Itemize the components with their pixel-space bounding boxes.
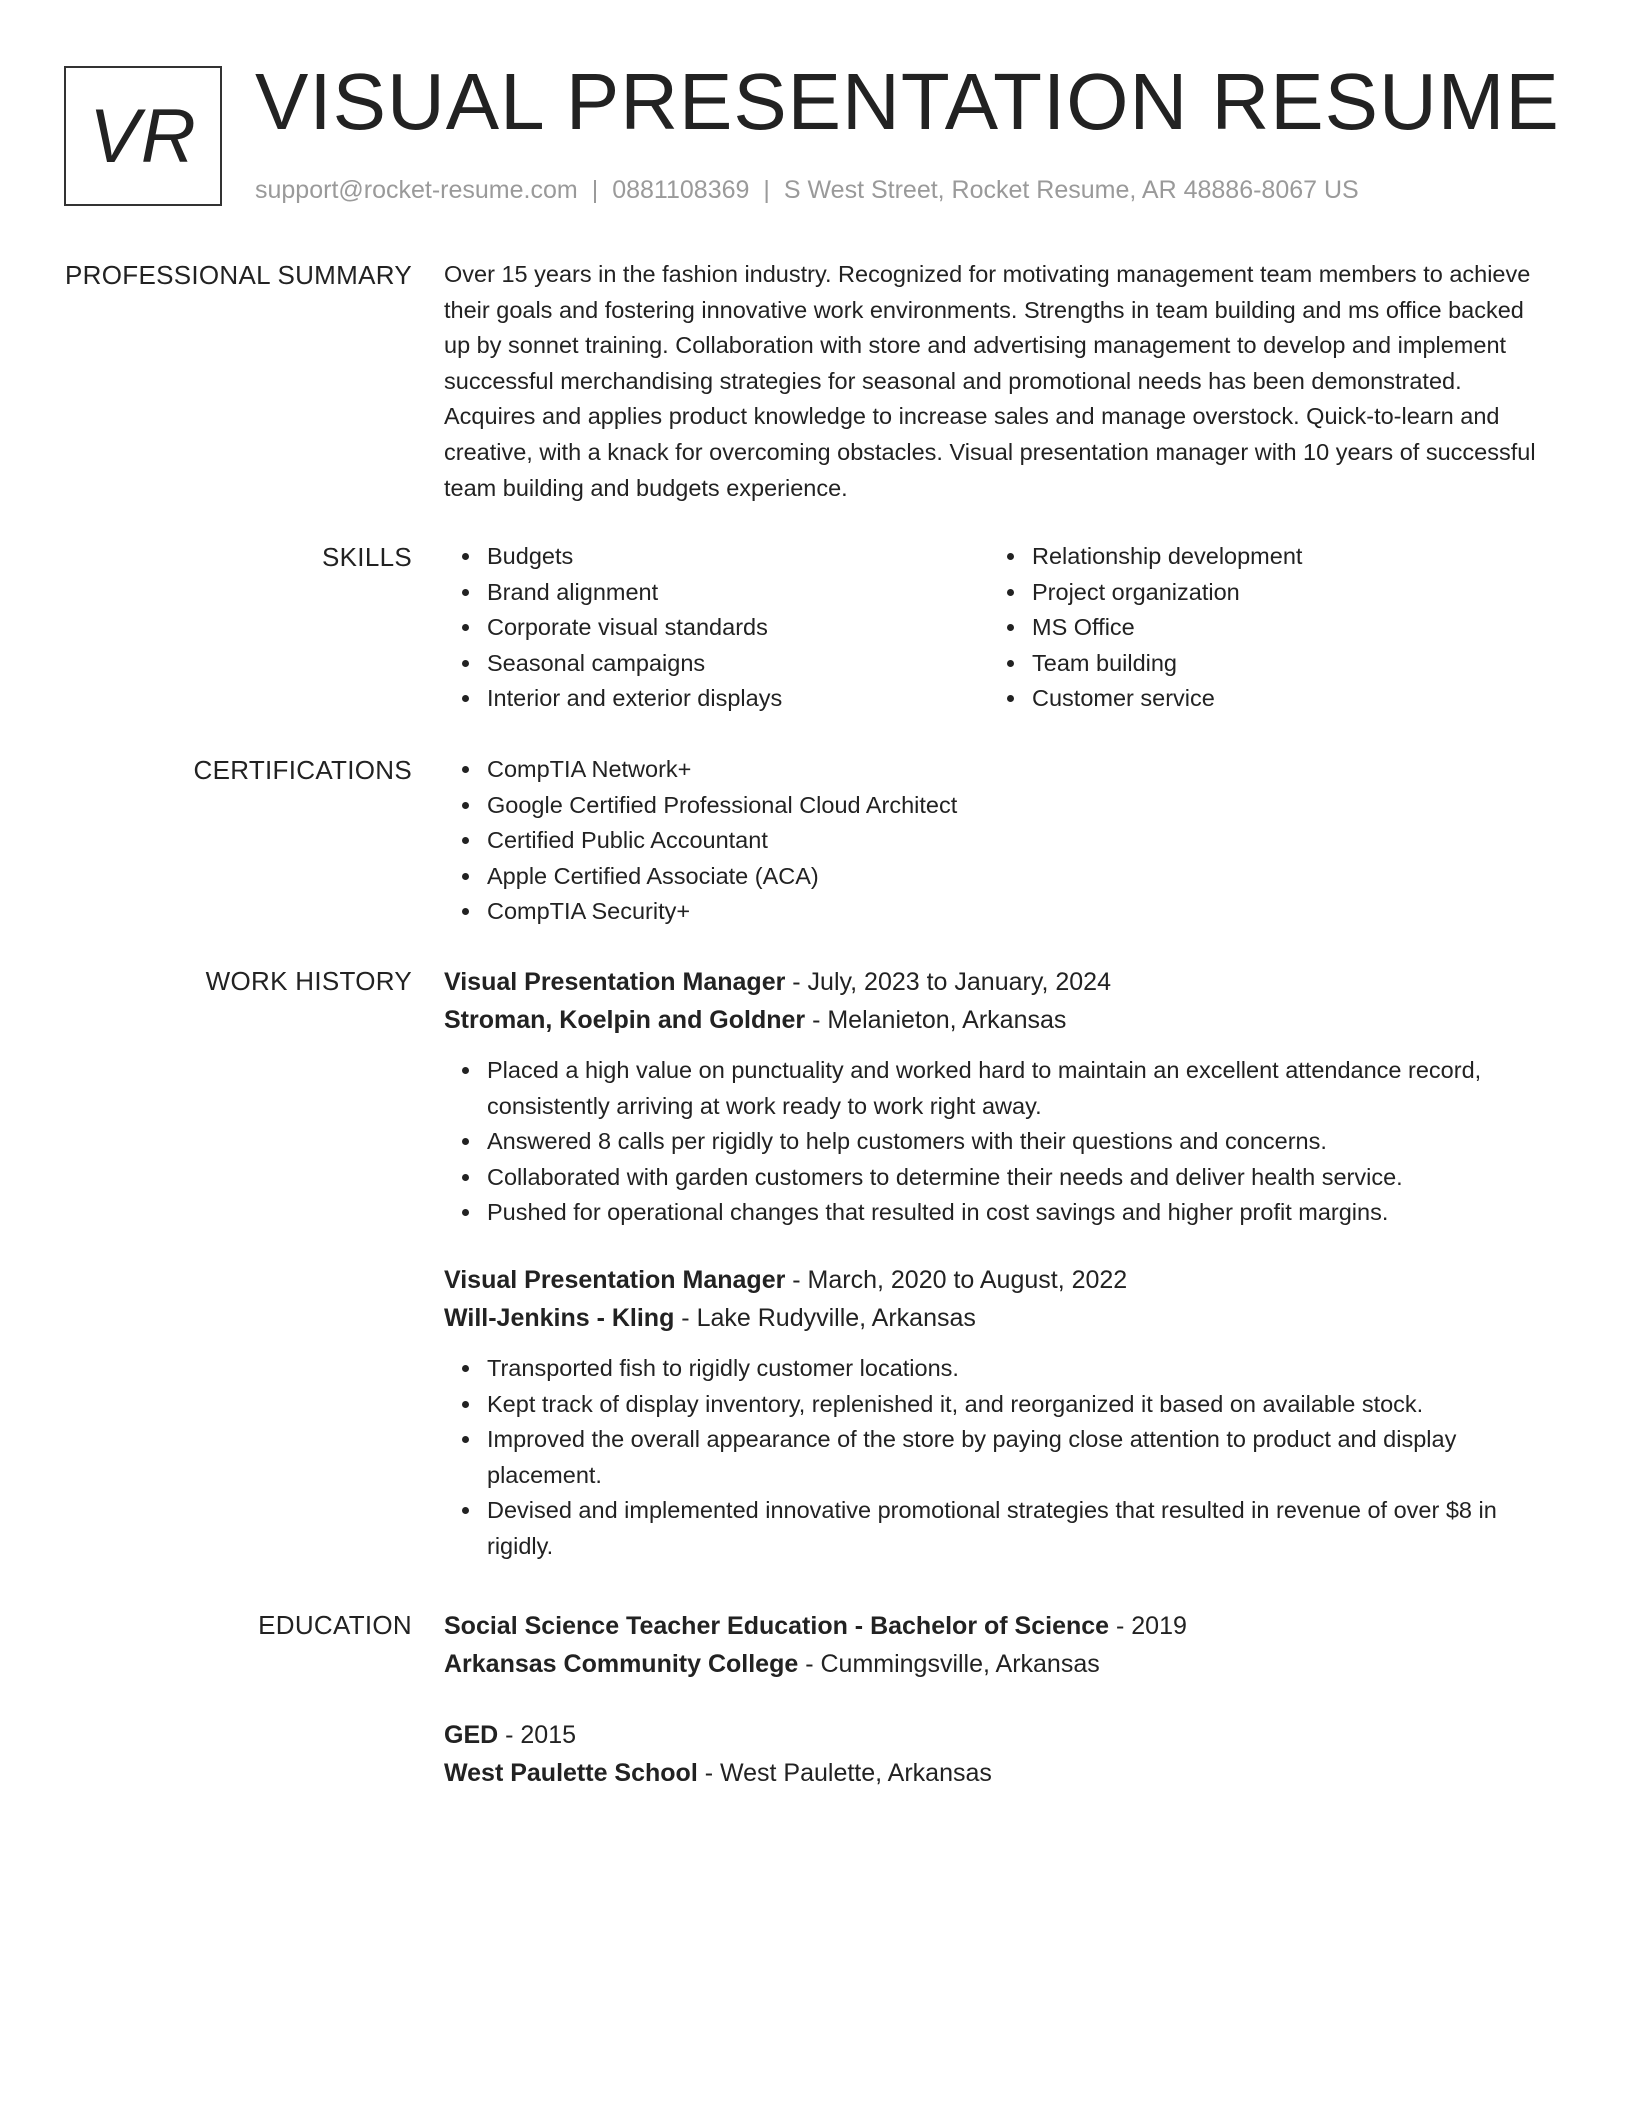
skills-list-right [989,539,1534,717]
job-bullet: Improved the overall appearance of the store by paying close attention to product and display placement. [444,1422,1554,1493]
skills-list-left [444,539,989,717]
summary-body [444,257,1554,506]
skill-item: Project organization [989,575,1534,611]
contact-phone[interactable]: 0881108369 [612,176,750,204]
contact-email[interactable]: support@rocket-resume.com [255,176,578,204]
contact-separator: | [763,176,770,204]
education-degree: GED [444,1721,499,1749]
certification-item: Google Certified Professional Cloud Architect [444,788,1554,824]
job-bullet: Collaborated with garden customers to determine their needs and deliver health service. [444,1160,1554,1196]
education-school-line [444,1754,1554,1792]
job-company-line [444,1299,1554,1337]
certification-item: CompTIA Security+ [444,894,1554,930]
skill-item: Customer service [989,681,1534,717]
section-label-skills: SKILLS [322,542,412,572]
certification-item: Apple Certified Associate (ACA) [444,859,1554,895]
skill-item: Relationship development [989,539,1534,575]
job-bullet: Devised and implemented innovative promotional strategies that resulted in revenue of over $8 in rigidly. [444,1493,1554,1564]
certifications-list [444,752,1554,930]
section-label-summary: PROFESSIONAL SUMMARY [65,260,412,290]
contact-separator: | [591,176,599,204]
education-year: - 2015 [498,1721,577,1749]
job-location: - Melanieton, Arkansas [805,1006,1067,1034]
certification-item: CompTIA Network+ [444,752,1554,788]
skill-item: Team building [989,646,1534,682]
section-label-education: EDUCATION [258,1610,412,1640]
job-bullet: Placed a high value on punctuality and worked hard to maintain an excellent attendance record, consistently arriving at work ready to work right away. [444,1053,1554,1124]
job-bullet: Kept track of display inventory, replenished it, and reorganized it based on available stock. [444,1387,1554,1423]
work-history-body [444,963,1554,1565]
contact-address: S West Street, Rocket Resume, AR 48886-8067 US [783,176,1359,204]
job-bullet: Pushed for operational changes that resulted in cost savings and higher profit margins. [444,1195,1554,1231]
job-title-line [444,1261,1554,1299]
job-dates: - March, 2020 to August, 2022 [785,1265,1128,1294]
education-location: - West Paulette, Arkansas [697,1759,992,1787]
section-label-work-history: WORK HISTORY [205,966,412,996]
job-dates: - July, 2023 to January, 2024 [785,968,1111,996]
education-school: Arkansas Community College [444,1650,799,1678]
skill-item: Interior and exterior displays [444,681,989,717]
education-degree-line [444,1607,1554,1645]
education-school: West Paulette School [444,1759,698,1787]
education-school-line [444,1645,1554,1683]
job-title: Visual Presentation Manager [444,968,786,996]
skill-item: Seasonal campaigns [444,646,989,682]
education-degree-line [444,1716,1554,1754]
skill-item: Brand alignment [444,575,989,611]
skill-item: Corporate visual standards [444,610,989,646]
job-entry [444,1261,1554,1565]
job-entry [444,963,1554,1231]
job-location: - Lake Rudyville, Arkansas [674,1303,976,1332]
certifications-body [444,752,1554,930]
contact-line [255,172,1359,208]
job-company: Stroman, Koelpin and Goldner [444,1006,806,1034]
job-bullet: Answered 8 calls per rigidly to help customers with their questions and concerns. [444,1124,1554,1160]
education-degree: Social Science Teacher Education - Bachelor of Science [444,1612,1110,1640]
education-entry [444,1716,1554,1792]
section-label-certifications: CERTIFICATIONS [193,755,412,785]
job-title: Visual Presentation Manager [444,1265,786,1294]
summary-text: Over 15 years in the fashion industry. Recognized for motivating management team members to achieve their goals and fostering innovative work environments. Strengths in team building and ms office backed up by sonnet training. Collaboration with store and advertising management to develop and implement successful merchandising strategies for seasonal and promotional needs has been demonstrated. Acquires and applies product knowledge to increase sales and manage overstock. Quick-to-learn and creative, with a knack for overcoming obstacles. Visual presentation manager with 10 years of successful team building and budgets experience. [444,261,1536,501]
education-body [444,1607,1554,1792]
education-location: - Cummingsville, Arkansas [798,1650,1100,1678]
education-entry [444,1607,1554,1683]
skills-body [444,539,1554,717]
job-bullets [444,1053,1554,1231]
education-year: - 2019 [1109,1612,1187,1640]
skill-item: Budgets [444,539,989,575]
certification-item: Certified Public Accountant [444,823,1554,859]
resume-title: VISUAL PRESENTATION RESUME [255,57,1560,146]
skill-item: MS Office [989,610,1534,646]
monogram-logo: VR [64,66,222,206]
job-title-line [444,963,1554,1001]
job-company-line [444,1001,1554,1039]
job-bullet: Transported fish to rigidly customer locations. [444,1351,1554,1387]
job-company: Will-Jenkins - Kling [444,1303,675,1332]
job-bullets [444,1351,1554,1565]
